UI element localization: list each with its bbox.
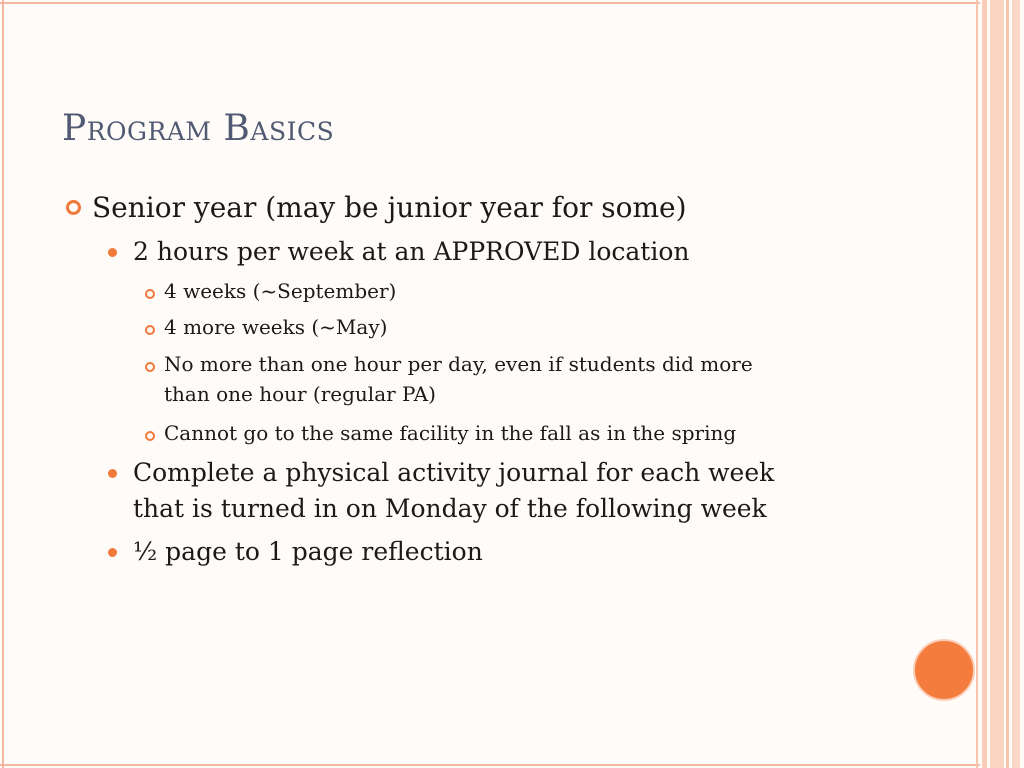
ring-bullet-icon [145, 325, 155, 335]
decorative-stripes [976, 0, 1024, 768]
bullet-l2-hours: 2 hours per week at an APPROVED location [133, 237, 690, 266]
stripe [990, 0, 1004, 768]
bullet-l1-senior-year: Senior year (may be junior year for some) [92, 191, 687, 224]
ring-bullet-icon [66, 200, 81, 215]
slide-title: Program Basics [62, 108, 335, 149]
frame-bottom-border [0, 764, 980, 766]
bullet-l3-may: 4 more weeks (~May) [164, 315, 388, 339]
ring-bullet-icon [145, 289, 155, 299]
stripe [982, 0, 987, 768]
bullet-l3-one-hour-cont: than one hour (regular PA) [164, 382, 436, 406]
frame-top-border [0, 2, 980, 4]
dot-bullet-icon [108, 548, 117, 557]
frame-left-border [2, 0, 4, 768]
stripe [1006, 0, 1009, 768]
ring-bullet-icon [145, 362, 155, 372]
decorative-circle [913, 639, 975, 701]
bullet-l2-journal: Complete a physical activity journal for each week [133, 458, 775, 487]
dot-bullet-icon [108, 248, 117, 257]
bullet-l3-one-hour: No more than one hour per day, even if students did more [164, 352, 753, 376]
stripe [976, 0, 978, 768]
ring-bullet-icon [145, 431, 155, 441]
bullet-l2-journal-cont: that is turned in on Monday of the following week [133, 494, 767, 523]
stripe [1012, 0, 1020, 768]
bullet-l3-september: 4 weeks (~September) [164, 279, 397, 303]
bullet-l3-facility: Cannot go to the same facility in the fall as in the spring [164, 421, 737, 445]
dot-bullet-icon [108, 469, 117, 478]
bullet-l2-reflection: ½ page to 1 page reflection [133, 537, 483, 566]
